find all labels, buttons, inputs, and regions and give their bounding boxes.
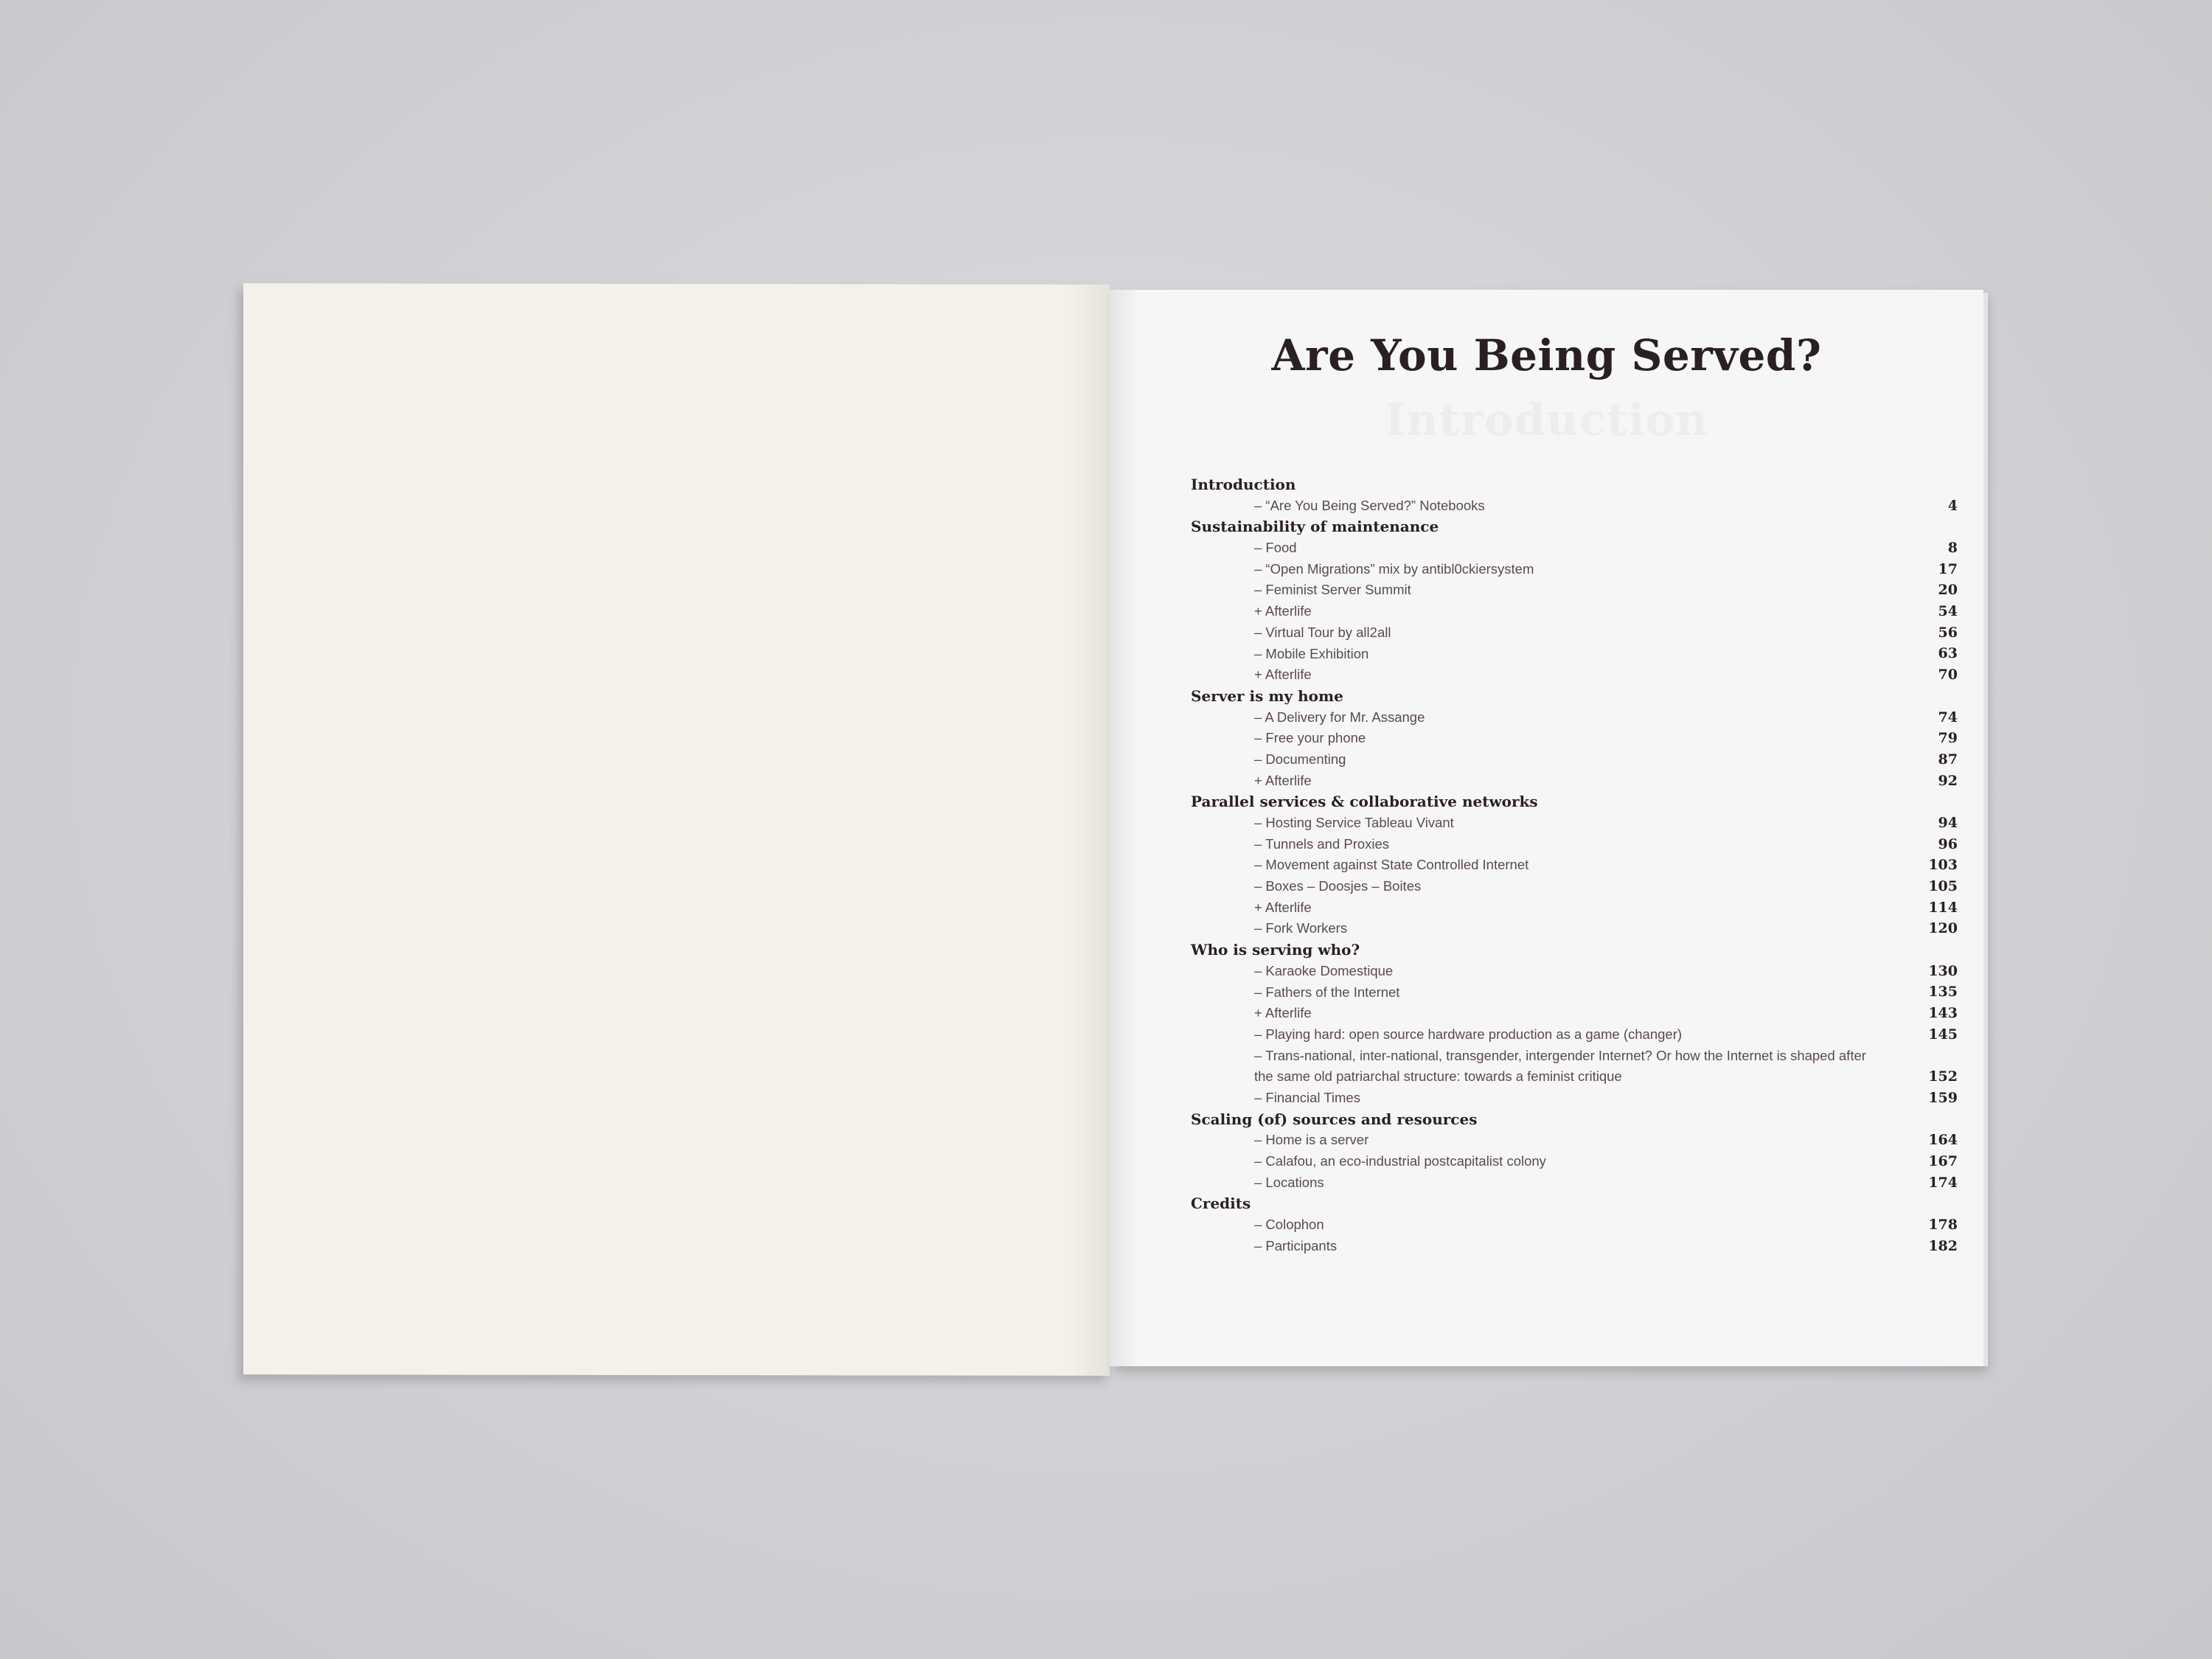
toc-entry-title: – “Open Migrations” mix by antibl0ckiersystem xyxy=(1254,560,1534,577)
toc-entry-title: – Tunnels and Proxies xyxy=(1254,835,1390,852)
toc-entry-title: – Feminist Server Summit xyxy=(1254,582,1411,598)
toc-entry xyxy=(1191,1003,1958,1024)
toc-page-number: 130 xyxy=(1928,962,1958,979)
toc-entry xyxy=(1191,855,1958,876)
toc-entry-title: – Locations xyxy=(1254,1174,1324,1190)
toc-page-number: 145 xyxy=(1928,1026,1958,1043)
toc-page-number: 94 xyxy=(1938,814,1958,831)
toc-entry-title: – Playing hard: open source hardware production as a game (changer) xyxy=(1254,1026,1683,1042)
toc-page-number: 79 xyxy=(1938,730,1958,747)
toc-entry-title: – Colophon xyxy=(1254,1217,1324,1233)
toc-entry xyxy=(1191,580,1958,601)
toc-section-title: Scaling (of) sources and resources xyxy=(1191,1110,1478,1128)
toc-page-number: 120 xyxy=(1928,920,1958,937)
toc-section-title: Who is serving who? xyxy=(1191,941,1360,959)
toc-entry-title: + Afterlife xyxy=(1254,603,1312,619)
toc-entry-title: – Virtual Tour by all2all xyxy=(1254,624,1391,640)
toc-entry xyxy=(1191,707,1958,728)
toc-entry-title: + Afterlife xyxy=(1254,1005,1312,1021)
toc-entry-title: – Trans-national, inter-national, transgender, intergender Internet? Or how the Internet is shaped after the same old patriarchal structure: towards a feminist critique xyxy=(1254,1047,1866,1085)
toc-entry-title: – Calafou, an eco-industrial postcapitalist colony xyxy=(1254,1153,1546,1169)
toc-entry-title: – Participants xyxy=(1254,1237,1338,1253)
toc-page-number: 143 xyxy=(1928,1005,1958,1022)
toc-entry-title: – Boxes – Doosjes – Boites xyxy=(1254,878,1422,894)
toc-page-number: 70 xyxy=(1938,667,1958,684)
toc-entry xyxy=(1191,982,1958,1004)
toc-page-number: 103 xyxy=(1928,857,1958,874)
toc-entry-title: – Free your phone xyxy=(1254,730,1366,746)
toc-page-number: 159 xyxy=(1928,1089,1958,1106)
toc-entry-title: – Food xyxy=(1254,540,1297,556)
toc-entry-title: – Fathers of the Internet xyxy=(1254,984,1400,1000)
toc-entry xyxy=(1191,918,1958,939)
toc-page-number: 92 xyxy=(1938,772,1958,789)
toc-section-title: Server is my home xyxy=(1191,686,1343,705)
toc-page-number: 167 xyxy=(1928,1153,1958,1169)
toc-page-number: 74 xyxy=(1938,709,1958,726)
left-page-blank xyxy=(243,283,1110,1376)
toc-entry xyxy=(1191,559,1958,580)
toc-page-number: 17 xyxy=(1938,560,1958,577)
toc-entry xyxy=(1191,1172,1958,1194)
toc-entry xyxy=(1191,1088,1958,1109)
toc-entry-title: – Documenting xyxy=(1254,751,1346,767)
toc-entry xyxy=(1191,538,1958,559)
toc-section-title: Credits xyxy=(1191,1194,1251,1213)
toc-page-number: 54 xyxy=(1938,603,1958,620)
toc-page-number: 182 xyxy=(1928,1237,1958,1254)
toc-page-number: 164 xyxy=(1928,1132,1958,1149)
toc-page-number: 135 xyxy=(1928,984,1958,1001)
toc-section-title: Sustainability of maintenance xyxy=(1191,518,1439,536)
toc-entry xyxy=(1191,961,1958,982)
toc-page-number: 178 xyxy=(1928,1217,1958,1234)
toc-entry xyxy=(1191,644,1958,665)
toc-page-number: 4 xyxy=(1947,497,1958,514)
toc-entry xyxy=(1191,1151,1958,1172)
toc-page-number: 174 xyxy=(1928,1174,1958,1191)
toc-entry xyxy=(1191,622,1958,644)
toc-entry-title: – A Delivery for Mr. Assange xyxy=(1254,709,1425,725)
toc-page-number: 105 xyxy=(1928,878,1958,895)
toc-entry xyxy=(1191,1130,1958,1151)
toc-entry xyxy=(1191,601,1958,622)
toc-page-number: 20 xyxy=(1938,582,1958,599)
toc-entry xyxy=(1191,749,1958,771)
toc-entry xyxy=(1191,1214,1958,1236)
right-page-contents xyxy=(1110,290,1983,1366)
toc-entry-title: – Movement against State Controlled Internet xyxy=(1254,857,1529,873)
toc-entry-title: – Mobile Exhibition xyxy=(1254,645,1369,661)
toc-entry xyxy=(1191,664,1958,686)
show-through-text: Introduction xyxy=(1384,394,1709,446)
toc-entry-title: – Financial Times xyxy=(1254,1089,1360,1105)
toc-page-number: 8 xyxy=(1947,540,1958,557)
toc-entry xyxy=(1191,897,1958,919)
toc-entry-title: – Karaoke Domestique xyxy=(1254,962,1394,978)
toc-entry xyxy=(1191,1236,1958,1257)
toc-entry-title: + Afterlife xyxy=(1254,772,1312,788)
toc-page-number: 96 xyxy=(1938,835,1958,852)
toc-entry xyxy=(1191,728,1958,749)
toc-page-number: 56 xyxy=(1938,624,1958,641)
toc-entry xyxy=(1191,876,1958,897)
toc-entry-title: + Afterlife xyxy=(1254,667,1312,683)
open-book xyxy=(243,284,1983,1375)
toc-entry xyxy=(1191,1024,1958,1046)
toc-entry xyxy=(1191,1046,1958,1088)
toc-entry-title: – Home is a server xyxy=(1254,1132,1369,1148)
book-title: Are You Being Served? xyxy=(1271,330,1822,380)
toc-section-title: Parallel services & collaborative networks xyxy=(1191,793,1538,811)
toc-page-number: 152 xyxy=(1928,1068,1958,1085)
toc-entry-title: – “Are You Being Served?” Notebooks xyxy=(1254,497,1485,513)
toc-entry-title: + Afterlife xyxy=(1254,899,1312,915)
toc-entry xyxy=(1191,813,1958,834)
toc-entry-title: – Hosting Service Tableau Vivant xyxy=(1254,815,1454,830)
toc-entry-title: – Fork Workers xyxy=(1254,920,1348,936)
table-of-contents xyxy=(1191,474,1958,1256)
toc-entry xyxy=(1191,495,1958,517)
toc-entry xyxy=(1191,771,1958,792)
toc-section-title: Introduction xyxy=(1191,476,1296,493)
toc-page-number: 63 xyxy=(1938,645,1958,662)
toc-page-number: 114 xyxy=(1928,899,1958,916)
toc-entry xyxy=(1191,834,1958,855)
toc-page-number: 87 xyxy=(1938,751,1958,768)
